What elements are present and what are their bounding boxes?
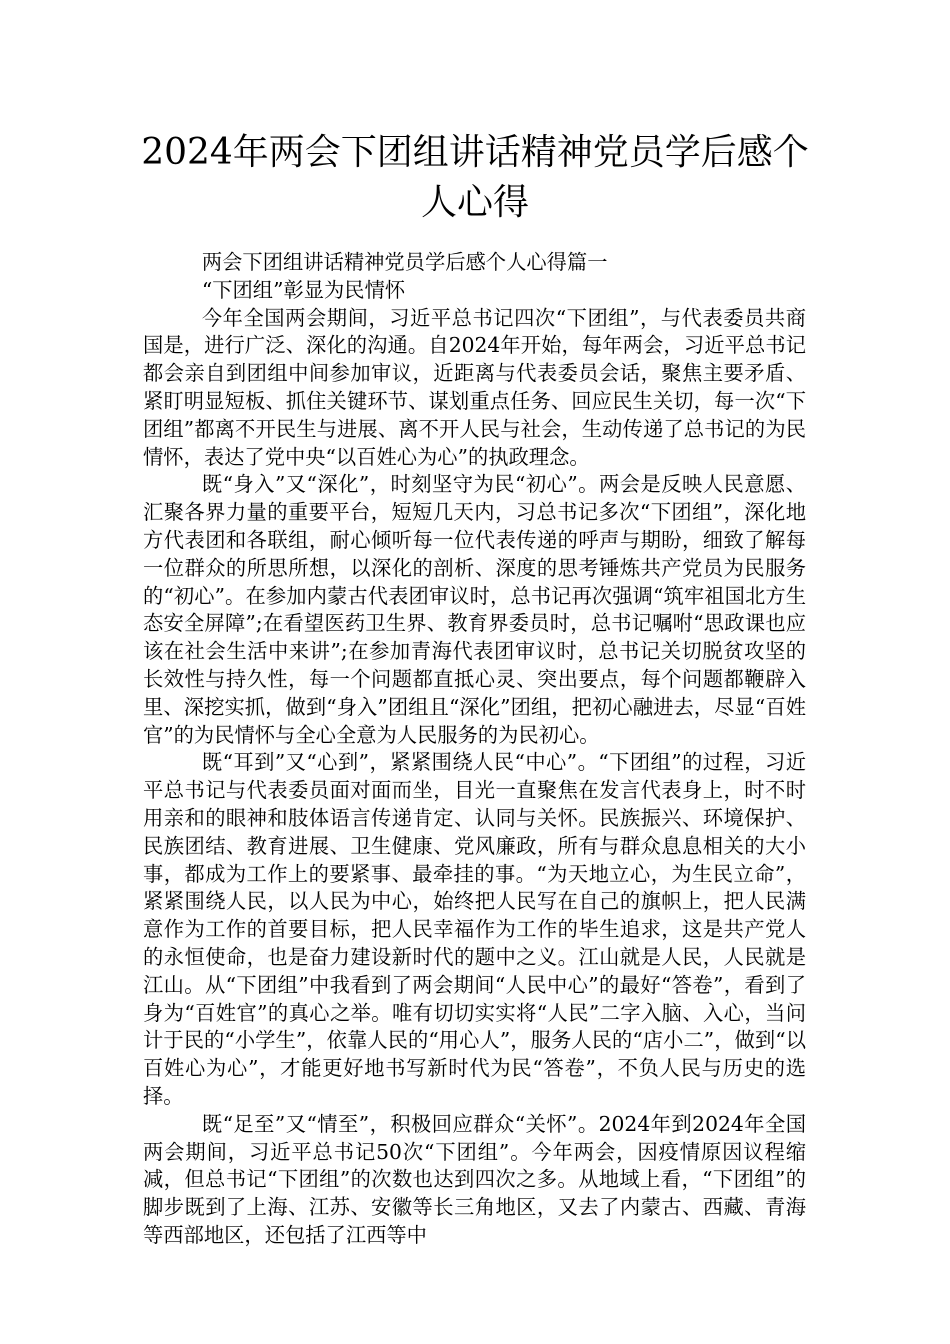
section-heading: 两会下团组讲话精神党员学后感个人心得篇一 <box>201 250 608 274</box>
document-title: 2024年两会下团组讲话精神党员学后感个人心得 <box>141 132 809 223</box>
section-subheading: “下团组”彰显为民情怀 <box>201 277 406 302</box>
document-body <box>143 249 806 1250</box>
paragraph: 既“身入”又“深化”，时刻坚守为民“初心”。两会是反映人民意愿、汇聚各界力量的重要平台，短短几天内，习总书记多次“下团组”，深化地方代表团和各联组，耐心倾听每一位代表传递的呼声与期盼，细致了解每一位群众的所思所想，以深化的剖析、深度的思考锤炼共产党员为民服务的“初心”。在参加内蒙古代表团审议时，总书记再次强调“筑牢祖国北方生态安全屏障”;在看望医药卫生界、教育界委员时，总书记嘱咐“思政课也应该在社会生活中来讲”;在参加青海代表团审议时，总书记关切脱贫攻坚的长效性与持久性，每一个问题都直抵心灵、突出要点，每个问题都鞭辟入里、深挖实抓，做到“身入”团组且“深化”团组，把初心融进去，尽显“百姓官”的为民情怀与全心全意为人民服务的为民初心。 <box>143 472 806 747</box>
paragraph: 既“足至”又“情至”，积极回应群众“关怀”。2024年到2024年全国两会期间，习近平总书记50次“下团组”。今年两会，因疫情原因议程缩减，但总书记“下团组”的次数也达到四次之多。从地域上看，“下团组”的脚步既到了上海、江苏、安徽等长三角地区，又去了内蒙古、西藏、青海等西部地区，还包括了江西等中 <box>143 1111 806 1247</box>
paragraph: 既“耳到”又“心到”，紧紧围绕人民“中心”。“下团组”的过程，习近平总书记与代表委员面对面而坐，目光一直聚焦在发言代表身上，时不时用亲和的眼神和肢体语言传递肯定、认同与关怀。民族振兴、环境保护、民族团结、教育进展、卫生健康、党风廉政，所有与群众息息相关的大小事，都成为工作上的要紧事、最牵挂的事。“为天地立心，为生民立命”，紧紧围绕人民，以人民为中心，始终把人民写在自己的旗帜上，把人民满意作为工作的首要目标，把人民幸福作为工作的毕生追求，这是共产党人的永恒使命，也是奋力建设新时代的题中之义。江山就是人民，人民就是江山。从“下团组”中我看到了两会期间“人民中心”的最好“答卷”，看到了身为“百姓官”的真心之举。唯有切切实实将“人民”二字入脑、入心，当问计于民的“小学生”，依靠人民的“用心人”，服务人民的“店小二”，做到“以百姓心为心”，才能更好地书写新时代为民“答卷”，不负人民与历史的选择。 <box>143 750 806 1108</box>
paragraph: 今年全国两会期间，习近平总书记四次“下团组”，与代表委员共商国是，进行广泛、深化的沟通。自2024年开始，每年两会，习近平总书记都会亲自到团组中间参加审议，近距离与代表委员会话，聚焦主要矛盾、紧盯明显短板、抓住关键环节、谋划重点任务、回应民生关切，每一次“下团组”都离不开民生与进展、离不开人民与社会，生动传递了总书记的为民情怀，表达了党中央“以百姓心为心”的执政理念。 <box>143 305 806 469</box>
